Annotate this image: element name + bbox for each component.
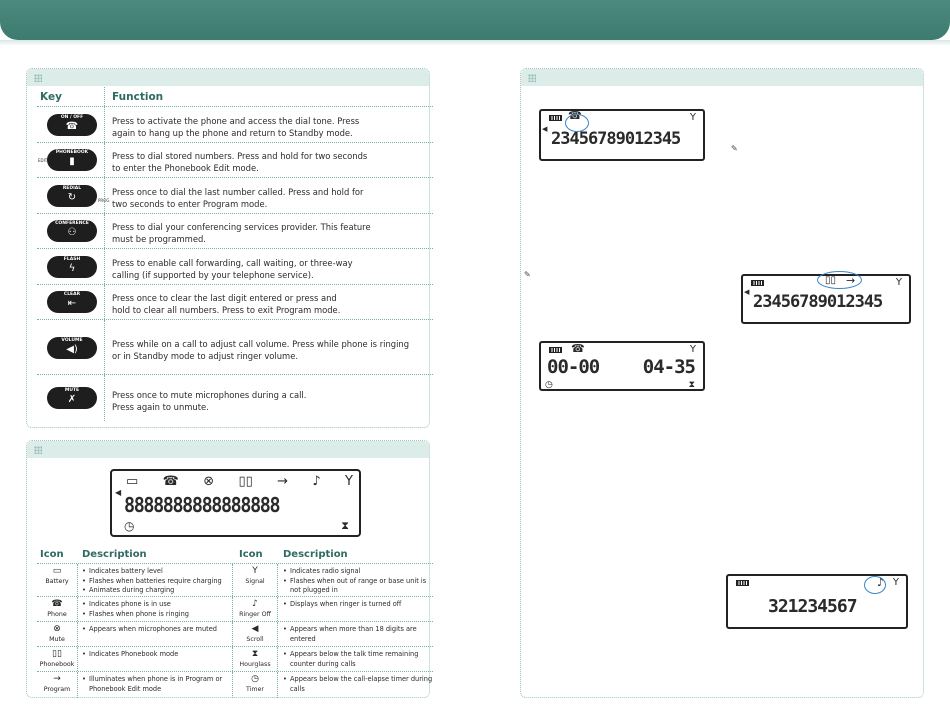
volume-icon: ◀) [66, 343, 78, 355]
handset-icon: ☎ [65, 120, 79, 132]
ringer-off-icon: ♪ [876, 576, 884, 589]
keys-table [37, 87, 433, 421]
description-bullet: • Displays when ringer is turned off [283, 600, 433, 610]
key-function-text [105, 285, 433, 320]
key-icon-cell [37, 249, 105, 284]
timer-icon: ◷ [545, 380, 553, 390]
battery-icon [751, 280, 764, 286]
icon-cell [37, 564, 78, 596]
scroll-icon: ◀ [251, 624, 259, 634]
function-line-1: Press to enable call forwarding, call waiting, or three-way [112, 257, 353, 268]
description-bullet: • Appears below the talk time remaining counter during calls [283, 650, 433, 669]
lcd-digits: 23456789012345 [551, 129, 681, 149]
description-bullet: • Indicates Phonebook mode [82, 650, 232, 660]
top-header-bar [0, 0, 950, 40]
icon-description-2 [278, 622, 433, 646]
grip-icon [34, 446, 42, 454]
timer-icon: ◷ [124, 519, 135, 533]
function-line-1: Press to dial stored numbers. Press and hold for two seconds [112, 151, 368, 162]
icon-name: Mute [49, 636, 65, 643]
conference-icon: ⚇ [67, 227, 77, 239]
key-row [37, 107, 433, 143]
function-line-2: or in Standby mode to adjust ringer volume. [112, 350, 299, 361]
phonebook-icon: ▯▯ [825, 275, 837, 286]
icon-name: Timer [246, 686, 264, 693]
icon-row [37, 647, 433, 672]
icon-row [37, 597, 433, 622]
scroll-icon: ◀ [542, 125, 548, 133]
clear-key-button [47, 291, 97, 313]
key-function-text [105, 143, 433, 178]
lcd-digits: 23456789012345 [753, 292, 883, 312]
icon-description [78, 672, 233, 698]
phone-icon: ☎ [51, 599, 63, 609]
icon-cell [37, 597, 78, 621]
description-bullet: • Animates during charging [82, 586, 232, 596]
description-column-header: Description [82, 549, 147, 560]
function-line-1: Press to activate the phone and access the dial tone. Press [112, 115, 360, 126]
hourglass-icon: ⧗ [341, 519, 349, 532]
pencil-icon: ✎ [524, 270, 531, 279]
lcd-example-1 [539, 109, 705, 161]
icon-description [78, 597, 233, 621]
lcd-icon-row [126, 475, 353, 489]
description-bullet: • Indicates radio signal [283, 567, 433, 577]
hourglass-icon: ⧗ [251, 649, 259, 659]
key-function-text [105, 107, 433, 142]
icon-row [37, 672, 433, 698]
icon-cell-2 [233, 647, 278, 671]
lcd-digits: 321234567 [768, 596, 857, 617]
phonebook-icon: ▯▯ [238, 474, 253, 489]
display-panel-header [27, 441, 429, 458]
key-icon-cell [37, 214, 105, 249]
signal-icon: Y [895, 277, 902, 288]
mute-icon: ✗ [67, 394, 77, 405]
highlight-ellipse [565, 114, 589, 132]
mute-icon: ⊗ [53, 624, 61, 634]
grip-icon [34, 74, 42, 82]
lcd-timer-right: 04-35 [642, 356, 695, 378]
scroll-icon: ◀ [744, 288, 750, 296]
icon-description [78, 647, 233, 671]
icon-description-2 [278, 564, 433, 596]
icon-cell-2 [233, 597, 278, 621]
key-label: VOLUME [61, 337, 83, 343]
icon-description-2 [278, 672, 433, 698]
program-icon: → [277, 474, 288, 489]
key-row [37, 249, 433, 285]
icon-column-header-2: Icon [239, 549, 263, 560]
icon-name: Hourglass [239, 661, 271, 668]
clear-icon: ⇤ [67, 298, 77, 310]
display-examples-panel [520, 68, 924, 698]
key-function-text [105, 214, 433, 249]
icon-cell-2 [233, 672, 278, 698]
conference-key-button [47, 220, 97, 242]
key-icon-cell [37, 375, 105, 421]
icon-cell [37, 647, 78, 671]
icon-name: Battery [45, 578, 69, 585]
redial-icon: ↻ [67, 191, 77, 203]
function-line-2: calling (if supported by your telephone service). [112, 269, 314, 280]
key-icon-cell [37, 178, 110, 213]
scroll-icon: ◀ [115, 488, 122, 497]
key-side-label: EDIT [38, 158, 48, 164]
mute-icon: ⊗ [203, 474, 215, 489]
function-line-2: Press again to unmute. [112, 401, 209, 412]
battery-icon: ▭ [126, 474, 139, 489]
timer-icon: ◷ [251, 674, 259, 684]
key-label: CLEAR [63, 292, 81, 298]
pencil-icon: ✎ [731, 144, 738, 153]
ringer-off-icon: ♪ [312, 474, 321, 489]
phone-icon: ☎ [571, 342, 585, 355]
examples-panel-header [521, 69, 923, 86]
description-bullet: • Appears below the call-elapse timer during calls [283, 675, 433, 694]
icon-column-header: Icon [40, 549, 64, 560]
key-icon-cell [37, 285, 105, 320]
key-function-text [105, 249, 433, 284]
key-label: CONFERENCE [55, 221, 89, 227]
display-icons-panel [26, 440, 433, 698]
function-line-1: Press once to mute microphones during a call. [112, 389, 307, 400]
function-line-1: Press once to dial the last number called. Press and hold for [112, 186, 364, 197]
icon-cell-2 [233, 622, 278, 646]
key-label: REDIAL [62, 185, 82, 191]
key-label: PHONEBOOK [55, 150, 89, 156]
key-column-header: Key [37, 87, 105, 106]
icon-description [78, 564, 233, 596]
icon-name: Phone [47, 611, 67, 618]
volume-key-button [47, 337, 97, 359]
icon-row [37, 564, 433, 597]
battery-icon: ▭ [52, 566, 62, 576]
icons-table-header [37, 548, 433, 564]
description-bullet: • Flashes when out of range or base unit is not plugged in [283, 577, 433, 596]
function-line-2: must be programmed. [112, 234, 206, 245]
key-icon-cell [37, 143, 105, 178]
key-icon-cell [37, 107, 105, 142]
ringer-off-icon: ♪ [252, 599, 258, 609]
lcd-timer-left: 00-00 [547, 356, 600, 378]
icon-name: Phonebook [39, 661, 75, 668]
icon-name: Ringer Off [239, 611, 271, 618]
key-row [37, 214, 433, 250]
key-side-label: PROG [98, 197, 110, 203]
key-label: FLASH [63, 256, 81, 262]
function-line-1: Press once to clear the last digit entered or press and [112, 293, 337, 304]
icon-row [37, 622, 433, 647]
lcd-example-3 [539, 341, 705, 391]
key-label: MUTE [64, 388, 80, 393]
icon-description-2 [278, 647, 433, 671]
icon-description-2 [278, 597, 433, 621]
program-icon: → [53, 674, 61, 684]
battery-icon [549, 347, 562, 353]
description-bullet: • Indicates phone is in use [82, 600, 232, 610]
function-column-header: Function [112, 91, 164, 103]
key-icon-cell [37, 320, 105, 374]
function-line-1: Press to dial your conferencing services provider. This feature [112, 222, 371, 233]
phonebook-icon: ▯▯ [52, 649, 62, 659]
battery-icon [736, 580, 749, 586]
signal-icon: Y [344, 474, 353, 489]
key-row [37, 178, 433, 214]
function-line-2: again to hang up the phone and return to Standby mode. [112, 127, 353, 138]
function-line-1: Press while on a call to adjust call volume. Press while phone is ringing [112, 338, 410, 349]
icon-name: Scroll [246, 636, 264, 643]
description-bullet: • Appears when microphones are muted [82, 625, 232, 635]
key-label: ON / OFF [60, 114, 84, 120]
header-shadow [0, 40, 950, 46]
redial-key-button [47, 185, 97, 207]
keys-panel-header [27, 69, 429, 86]
battery-icon [549, 115, 562, 121]
key-row [37, 375, 433, 421]
handset-key-button [47, 114, 97, 136]
keys-table-header [37, 87, 433, 107]
hourglass-icon: ⧗ [688, 380, 695, 390]
description-bullet: • Appears when more than 18 digits are entered [283, 625, 433, 644]
function-line-2: hold to clear all numbers. Press to exit Program mode. [112, 305, 341, 316]
book-icon: ▮ [69, 156, 75, 168]
highlight-ellipse [817, 271, 862, 289]
key-function-text [105, 375, 433, 421]
description-bullet: • Flashes when phone is ringing [82, 610, 232, 620]
signal-icon: Y [689, 112, 696, 123]
icon-cell [37, 622, 78, 646]
icon-cell [37, 672, 78, 698]
key-function-text [105, 178, 433, 213]
icons-table [37, 548, 433, 698]
signal-icon: Y [252, 566, 258, 576]
lcd-display-diagram [110, 469, 361, 537]
highlight-ellipse [864, 576, 886, 594]
key-row [37, 285, 433, 321]
key-row [37, 143, 433, 179]
function-line-2: to enter the Phonebook Edit mode. [112, 163, 259, 174]
lcd-digits: 8888888888888888 [124, 493, 280, 517]
key-function-text [105, 320, 433, 374]
description-bullet: • Illuminates when phone is in Program or Phonebook Edit mode [82, 675, 232, 694]
phone-icon: ☎ [162, 474, 179, 489]
icon-name: Program [43, 686, 71, 693]
icon-name: Signal [245, 578, 265, 585]
mute-key-button [47, 387, 97, 409]
signal-icon: Y [689, 344, 696, 355]
icon-cell-2 [233, 564, 278, 596]
description-bullet: • Flashes when batteries require charging [82, 577, 232, 587]
description-bullet: • Indicates battery level [82, 567, 232, 577]
signal-icon: Y [892, 577, 899, 588]
description-column-header-2: Description [283, 549, 348, 560]
book-key-button [47, 149, 97, 171]
function-line-2: two seconds to enter Program mode. [112, 198, 268, 209]
phone-icon: ☎ [568, 109, 582, 122]
icon-description [78, 622, 233, 646]
key-row [37, 320, 433, 375]
flash-key-button [47, 256, 97, 278]
grip-icon [528, 74, 536, 82]
keys-panel [26, 68, 430, 428]
flash-icon: ϟ [68, 262, 76, 274]
program-icon: → [846, 274, 856, 287]
